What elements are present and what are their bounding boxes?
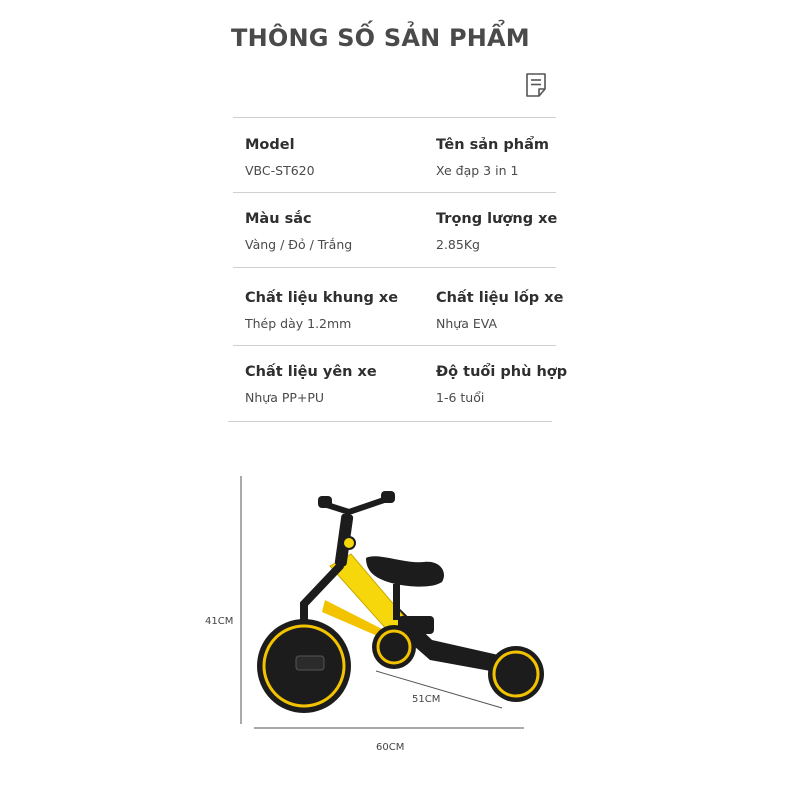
- note-icon[interactable]: [524, 72, 548, 98]
- page-title: THÔNG SỐ SẢN PHẨM: [231, 24, 530, 52]
- divider: [233, 345, 556, 346]
- spec-label-color: Màu sắc: [245, 211, 312, 227]
- divider: [228, 421, 552, 422]
- spec-value-age-range: 1-6 tuổi: [436, 390, 485, 405]
- spec-label-weight: Trọng lượng xe: [436, 211, 558, 227]
- right-grip: [381, 491, 395, 503]
- height-dimension-label: 41CM: [205, 616, 234, 627]
- divider: [233, 117, 556, 118]
- spec-value-weight: 2.85Kg: [436, 237, 480, 252]
- seat: [366, 556, 444, 586]
- divider: [233, 192, 556, 193]
- spec-value-frame-material: Thép dày 1.2mm: [245, 316, 352, 331]
- spec-label-model: Model: [245, 137, 295, 153]
- left-grip: [318, 496, 332, 508]
- divider: [233, 267, 556, 268]
- middle-wheel-hub: [384, 637, 404, 657]
- spec-label-frame-material: Chất liệu khung xe: [245, 290, 399, 306]
- spec-value-product-name: Xe đạp 3 in 1: [436, 163, 519, 178]
- spec-label-seat-material: Chất liệu yên xe: [245, 364, 377, 380]
- tricycle-illustration: [257, 491, 544, 713]
- length-dimension-label: 60CM: [376, 742, 405, 753]
- product-dimension-figure: [0, 460, 790, 790]
- spec-value-tire-material: Nhựa EVA: [436, 316, 498, 331]
- wheelbase-dimension-label: 51CM: [412, 694, 441, 705]
- front-pedal: [296, 656, 324, 670]
- spec-value-model: VBC-ST620: [245, 163, 315, 178]
- spec-label-age-range: Độ tuổi phù hợp: [436, 364, 568, 380]
- seat-post: [393, 584, 400, 620]
- spec-label-product-name: Tên sản phẩm: [436, 137, 549, 153]
- spec-label-tire-material: Chất liệu lốp xe: [436, 290, 564, 306]
- spec-value-color: Vàng / Đỏ / Trắng: [245, 237, 353, 252]
- rear-wheel-hub: [500, 658, 532, 690]
- handlebar: [324, 498, 390, 512]
- column-joint: [343, 537, 355, 549]
- spec-value-seat-material: Nhựa PP+PU: [245, 390, 325, 405]
